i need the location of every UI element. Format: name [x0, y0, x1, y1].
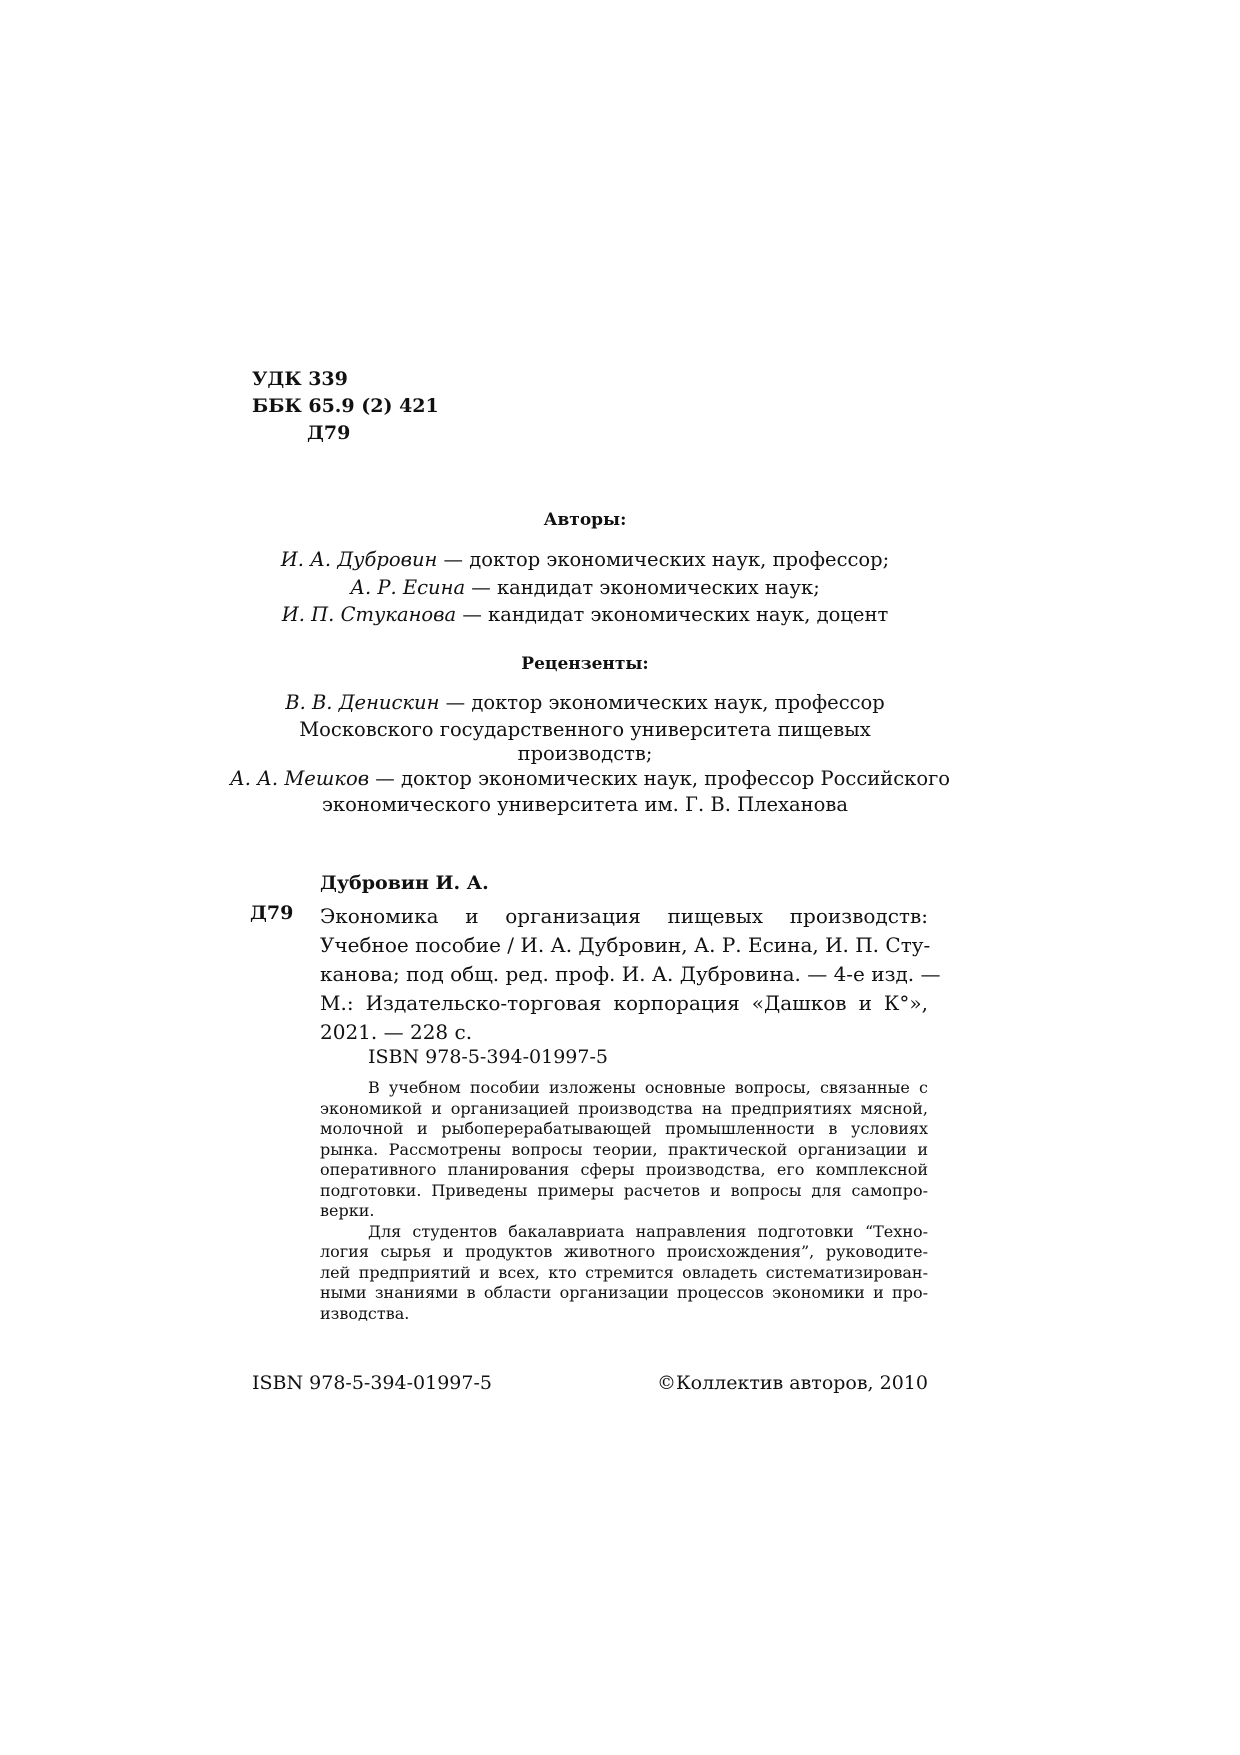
author-line-3 [230, 603, 940, 626]
author-mark: Д79 [307, 422, 351, 444]
reviewer-name: А. А. Мешков [230, 767, 370, 790]
authors-heading: Авторы: [543, 510, 627, 530]
reviewer-1-line-1 [230, 691, 940, 714]
reviewer-2-line-1 [230, 767, 951, 790]
annotation-line: оперативного планирования сферы производства, его комплексной [320, 1160, 928, 1179]
reviewer-desc: — доктор экономических наук, профессор Российского [369, 767, 951, 790]
author-name: А. Р. Есина [350, 576, 466, 599]
reviewer-desc: — доктор экономических наук, профессор [439, 691, 885, 714]
bib-line: канова; под общ. ред. проф. И. А. Дубровина. — 4-е изд. — [320, 962, 941, 986]
author-name: И. П. Стуканова [281, 603, 457, 626]
reviewer-1-line-2: Московского государственного университета пищевых [299, 718, 871, 741]
copyright-notice: ©Коллектив авторов, 2010 [656, 1372, 928, 1394]
udk-code: УДК 339 [252, 368, 348, 390]
annotation-line: Для студентов бакалавриата направления подготовки “Техно- [368, 1221, 928, 1241]
bibliographic-description [320, 902, 941, 1047]
annotation [320, 1078, 928, 1324]
annotation-line: логия сырья и продуктов животного происхождения”, руководите- [320, 1242, 928, 1261]
card-code: Д79 [250, 902, 294, 924]
author-line-1 [230, 548, 940, 571]
reviewer-1-line-3: производств; [517, 742, 653, 765]
bib-line: М.: Издательско-торговая корпорация «Дашков и К°», [320, 991, 928, 1015]
annotation-line: В учебном пособии изложены основные вопросы, связанные с [368, 1078, 928, 1097]
footer-isbn: ISBN 978-5-394-01997-5 [252, 1372, 492, 1394]
card-author: Дубровин И. А. [320, 872, 489, 894]
annotation-line: молочной и рыбоперерабатывающей промышленности в условиях [320, 1119, 928, 1138]
annotation-line: верки. [320, 1201, 375, 1220]
bib-line: Учебное пособие / И. А. Дубровин, А. Р. Есина, И. П. Сту- [320, 933, 931, 957]
reviewer-name: В. В. Денискин [285, 691, 440, 714]
annotation-line: рынка. Рассмотрены вопросы теории, практической организации и [320, 1139, 928, 1159]
author-desc: — доктор экономических наук, профессор; [437, 548, 890, 571]
bib-line: Экономика и организация пищевых производств: [320, 904, 928, 928]
card-isbn: ISBN 978-5-394-01997-5 [368, 1046, 608, 1068]
annotation-line: экономикой и организацией производства на предприятиях мясной, [320, 1098, 928, 1118]
bbk-code: ББК 65.9 (2) 421 [252, 395, 439, 417]
annotation-line: подготовки. Приведены примеры расчетов и вопросы для самопро- [320, 1180, 928, 1200]
author-desc: — кандидат экономических наук, доцент [456, 603, 889, 626]
annotation-line: изводства. [320, 1303, 410, 1323]
reviewers-heading: Рецензенты: [521, 654, 649, 674]
reviewer-2-line-2: экономического университета им. Г. В. Плеханова [321, 793, 848, 816]
author-line-2 [230, 576, 940, 599]
annotation-line: ными знаниями в области организации процессов экономики и про- [320, 1283, 928, 1302]
author-desc: — кандидат экономических наук; [465, 576, 820, 599]
bib-line: 2021. — 228 с. [320, 1020, 473, 1044]
annotation-line: лей предприятий и всех, кто стремится овладеть систематизирован- [320, 1262, 928, 1282]
author-name: И. А. Дубровин [280, 548, 438, 571]
